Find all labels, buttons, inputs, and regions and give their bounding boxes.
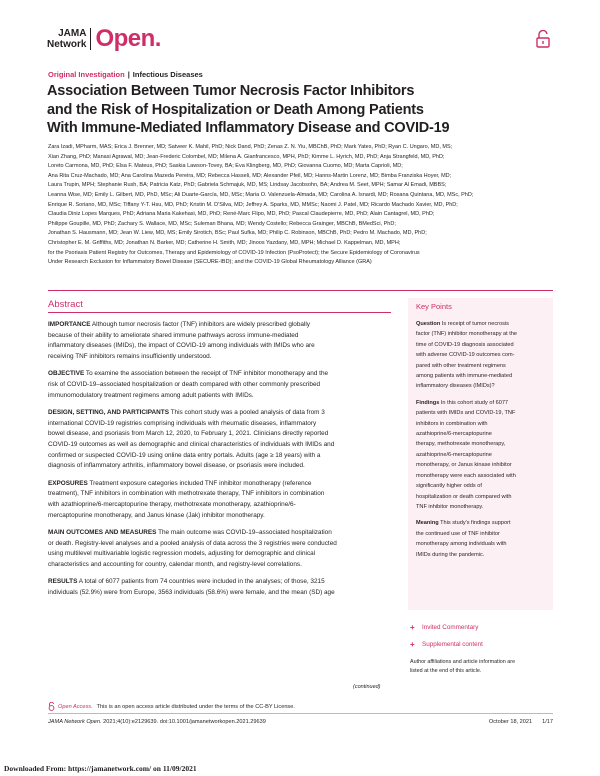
key-points-text: with adverse COVID-19 outcomes com-: [416, 352, 515, 359]
abstract-text: Treatment exposure categories included TNF inhibitor monotherapy (reference: [89, 479, 312, 487]
abstract-text: The main outcome was COVID-19–associated hospitalization: [158, 529, 332, 537]
footer-date: October 18, 2021: [488, 719, 533, 725]
author-line: for the Psoriasis Patient Registry for Outcomes, Therapy and Epidemiology of COVID-19 Infection (PsoProtect); the Secure Epidemiology of Coronavirus: [48, 249, 420, 256]
logo-line-network: Network: [47, 39, 87, 50]
abstract-objective: [48, 369, 391, 401]
key-points-text: This study's findings support: [440, 520, 511, 527]
key-points-text: In this cohort study of 6077: [440, 399, 509, 406]
plus-icon: +: [410, 623, 415, 632]
logo-divider: [90, 28, 91, 50]
abstract-text: confirmed or suspected COVID-19 using online data entry portals. Adults (age ≥ 18 years) with a: [48, 451, 321, 459]
key-points-text: among patients with immune-mediated: [416, 373, 513, 380]
abstract-text: risk of COVID-19–associated hospitalization or death compared with other commonly prescribed: [48, 380, 321, 388]
key-points-heading: Key Points: [416, 302, 452, 311]
author-line: Jonathan S. Hausmann, MD; Jean W. Liew, MD, MS; Emily Sirotich, BSc; Paul Sufka, MD; Philip C. Robinson, MBChB, PhD; Pedro M. Machado, MD, PhD;: [48, 230, 427, 237]
author-line: Enrique R. Soriano, MD, MSc; Tiffany Y-T. Hsu, MD, PhD; Kristin M. D'Silva, MD; Jeffrey A. Sparks, MD, MMSc; Naomi J. Patel, MD; Ricardo Machado Xavier, MD, PhD;: [48, 201, 458, 208]
author-line: Claudia Diniz Lopes Marques, PhD; Adriana Maria Kakehasi, MD, PhD; René-Marc Flipo, MD, PhD; Pascal Claudepierre, MD, PhD; Alain Cantagrel, MD, PhD;: [48, 211, 435, 218]
author-line: Loreto Carmona, MD, PhD; Elsa F. Mateus, PhD; Saskia Lawson-Tovey, BA; Eva Klingberg, MD, PhD; Giovanna Cuomo, MD; Marta Caprioli, MD;: [48, 163, 403, 170]
key-points-text: Is receipt of tumor necrosis: [441, 321, 509, 327]
abstract-outcomes: [48, 528, 391, 570]
abstract-label: RESULTS: [48, 578, 78, 586]
abstract-design: [48, 408, 391, 472]
download-stamp: Downloaded From: https://jamanetwork.com/ on 11/09/2021: [4, 764, 197, 773]
key-points-text: inflammatory diseases (IMIDs)?: [416, 383, 495, 390]
author-line: Christopher E. M. Griffiths, MD; Jonathan N. Barker, MD; Catherine H. Smith, MD; Jinoos Yazdany, MD, MPH; Michael D. Kappelman, MD, MPH;: [48, 239, 401, 246]
key-points-text: therapy, methotrexate monotherapy,: [416, 441, 506, 448]
jama-network-open-logo: [47, 27, 161, 51]
key-points-text: TNF inhibitor monotherapy.: [416, 503, 484, 510]
abstract-text: or death. Registry-level analyses and a pooled analysis of data across the 3 registries were conducted: [48, 539, 337, 547]
abstract-text: Although tumor necrosis factor (TNF) inhibitors are widely prescribed globally: [91, 321, 311, 328]
abstract-text: bowel disease, and psoriasis from March 12, 2020, to February 1, 2021. Clinicians directly reported: [48, 430, 329, 438]
abstract-label: OBJECTIVE: [48, 370, 85, 378]
section-label: Original Investigation: [48, 70, 125, 79]
abstract-importance: [48, 320, 391, 362]
footer-doi: 2021;4(10):e2129639. doi:10.1001/jamanetworkopen.2021.29639: [103, 719, 266, 725]
key-points-text: IMIDs during the pandemic.: [416, 551, 485, 558]
supplemental-content-link[interactable]: [410, 640, 483, 649]
continued-note: (continued): [353, 684, 381, 690]
abstract-text: receiving TNF inhibitors remains insufficiently understood.: [48, 352, 212, 360]
abstract-label: IMPORTANCE: [48, 321, 91, 328]
abstract-text: using multilevel multivariable logistic regression models, adjusting for demographic and clinical: [48, 550, 316, 558]
key-points-text: significantly higher odds of: [416, 483, 482, 490]
abstract-text: because of their ability to ameliorate shared immune pathways across immune-mediated: [48, 331, 299, 339]
abstract-text: A total of 6077 patients from 74 countries were included in the analyses; of those, 3215: [78, 578, 325, 586]
footer-journal: JAMA Network Open.: [48, 719, 102, 725]
author-list: [48, 143, 526, 268]
open-access-text: This is an open access article distributed under the terms of the CC-BY License.: [96, 703, 295, 710]
key-points-text: monotherapy among individuals with: [416, 541, 507, 548]
footer-meta: [479, 719, 553, 725]
section-divider: [48, 290, 553, 291]
abstract-text: treatment), TNF inhibitors in combination with methotrexate therapy, TNF inhibitors in combination: [48, 490, 325, 498]
note-line: Author affiliations and article information are: [410, 659, 516, 665]
lock-open-icon: [536, 30, 550, 48]
note-line: listed at the end of this article.: [410, 667, 482, 674]
key-points-text: the continued use of TNF inhibitor: [416, 530, 500, 537]
logo-open: Open.: [95, 25, 161, 52]
page-footer: [48, 719, 553, 725]
key-points-text: inhibitors in combination with: [416, 420, 488, 427]
author-line: Ana Rita Cruz-Machado, MD; Ana Carolina Mazeda Pereira, MD; Rebecca Hasseli, MD; Alexander Pfeil, MD; Hanns-Martin Lorenz, MD; Bimba Franziska Hoyer, MD;: [48, 172, 452, 179]
key-points-question: [416, 319, 545, 392]
author-affiliations-note: [410, 658, 550, 676]
open-access-notice: [48, 702, 295, 711]
key-points-label: Meaning: [416, 520, 439, 527]
abstract-heading: Abstract: [48, 299, 83, 310]
key-points-box: [408, 298, 553, 610]
author-line: Philippe Goupille, MD, PhD; Zachary S. Wallace, MD, MSc; Suleman Bhana, MD; Wendy Costello; Rebecca Grainger, MBChB, BMedSci, PhD;: [48, 220, 396, 227]
abstract-text: international COVID-19 registries comprising individuals with rheumatic diseases, inflammatory: [48, 419, 317, 427]
title-line: and the Risk of Hospitalization or Death Among Patients: [47, 101, 424, 118]
abstract-label: MAIN OUTCOMES AND MEASURES: [48, 529, 157, 537]
abstract-text: To examine the association between the receipt of TNF inhibitor monotherapy and the: [85, 370, 329, 378]
logo-line-jama: JAMA: [58, 28, 87, 39]
abstract-body: [48, 320, 391, 606]
footer-citation: [48, 719, 266, 725]
abstract-text: COVID-19 outcomes as well as demographic and clinical characteristics of individuals with IMIDs and: [48, 440, 335, 448]
key-points-text: pared with other treatment regimens: [416, 362, 506, 369]
key-points-label: Question: [416, 321, 441, 327]
abstract-text: individuals (52.9%) were from Europe, 3563 individuals (58.6%) were female, and the mean (SD) age: [48, 589, 335, 597]
key-points-meaning: [416, 518, 545, 560]
key-points-label: Findings: [416, 399, 440, 406]
author-line: Under Research Exclusion for Inflammatory Bowel Disease (SECURE-IBD); and the COVID-19 Global Rheumatology Alliance (GRA): [48, 259, 372, 266]
key-points-text: monotherapy, or Janus kinase inhibitor: [416, 462, 512, 469]
abstract-label: DESIGN, SETTING, AND PARTICIPANTS: [48, 409, 169, 417]
author-line: Laura Trupin, MPH; Stephanie Rush, BA; Patricia Katz, PhD; Gabriela Schmajuk, MD, MS; Lindsay Jacobsohn, BA; Andrea M. Seet, MPH; Samar Al Emadi, MBBS;: [48, 182, 447, 189]
abstract-text: with azathioprine/6-mercaptopurine therapy, methotrexate monotherapy, azathioprine/6-: [48, 500, 296, 508]
key-points-text: azathioprine/6-mercaptopurine: [416, 431, 492, 438]
key-points-findings: [416, 398, 545, 512]
key-points-text: hospitalization or death compared with: [416, 493, 512, 500]
link-label: Supplemental content: [422, 641, 483, 648]
abstract-text: mercaptopurine monotherapy, and Janus kinase (Jak) inhibitor monotherapy.: [48, 511, 265, 519]
title-line: With Immune-Mediated Inflammatory Disease and COVID-19: [47, 120, 450, 136]
abstract-text: diagnosis of inflammatory arthritis, inflammatory bowel disease, or psoriasis were included.: [48, 462, 305, 470]
section-separator: |: [127, 70, 130, 79]
author-line: Xian Zhang, PhD; Manasi Agrawal, MD; Jean-Frederic Colombel, MD; Milena A. Gianfrancesco, MPH, PhD; Kimme L. Hyrich, MD, PhD; Anja Strangfeld, MD, PhD;: [48, 153, 445, 160]
plus-icon: +: [410, 640, 415, 649]
abstract-text: characteristics and accounting for country, calendar month, and registry-level correlations.: [48, 560, 302, 568]
abstract-exposures: [48, 479, 391, 521]
title-line: Association Between Tumor Necrosis Factor Inhibitors: [47, 83, 415, 99]
abstract-divider: [48, 312, 391, 313]
article-section: [48, 70, 203, 79]
key-points-text: factor (TNF) inhibitor monotherapy at the: [416, 331, 518, 338]
key-points-text: monotherapy were each associated with: [416, 472, 516, 479]
key-points-text: time of COVID-19 diagnosis associated: [416, 341, 514, 348]
abstract-results: [48, 577, 391, 598]
link-label: Invited Commentary: [422, 624, 479, 631]
key-points-text: patients with IMIDs and COVID-19, TNF: [416, 410, 516, 417]
abstract-text: This cohort study was a pooled analysis of data from 3: [170, 409, 325, 417]
subsection-label: Infectious Diseases: [132, 70, 203, 79]
side-links: [410, 623, 483, 657]
abstract-text: immunomodulatory treatment regimens among adult patients with IMIDs.: [48, 391, 254, 399]
abstract-label: EXPOSURES: [48, 479, 88, 487]
footer-divider: [48, 713, 553, 714]
invited-commentary-link[interactable]: [410, 623, 483, 632]
logo-wordmark: [47, 28, 86, 50]
article-title: [47, 82, 467, 138]
open-access-label: Open Access.: [58, 703, 93, 710]
footer-page-number: 1/17: [542, 719, 553, 725]
author-line: Leanna Wise, MD; Emily L. Gilbert, MD, PhD, MSc; Ali Duarte-García, MD, MSc; Maria O. Valenzuela-Almada, MD; Carolina A. Isnardi, MD; Rosana Quintana, MD, MSc, PhD;: [48, 191, 474, 198]
abstract-text: inflammatory diseases (IMIDs), the impact of COVID-19 among individuals with IMIDs who are: [48, 342, 315, 350]
open-access-icon: [48, 702, 55, 711]
author-line: Zara Izadi, MPharm, MAS; Erica J. Brenner, MD; Satveer K. Mahil, PhD; Nick Dand, PhD; Zenas Z. N. Yiu, MBChB, PhD; Mark Yates, PhD; Ryan C. Ungaro, MD, MS;: [48, 144, 453, 150]
key-points-text: azathioprine/6-mercaptopurine: [416, 451, 492, 458]
